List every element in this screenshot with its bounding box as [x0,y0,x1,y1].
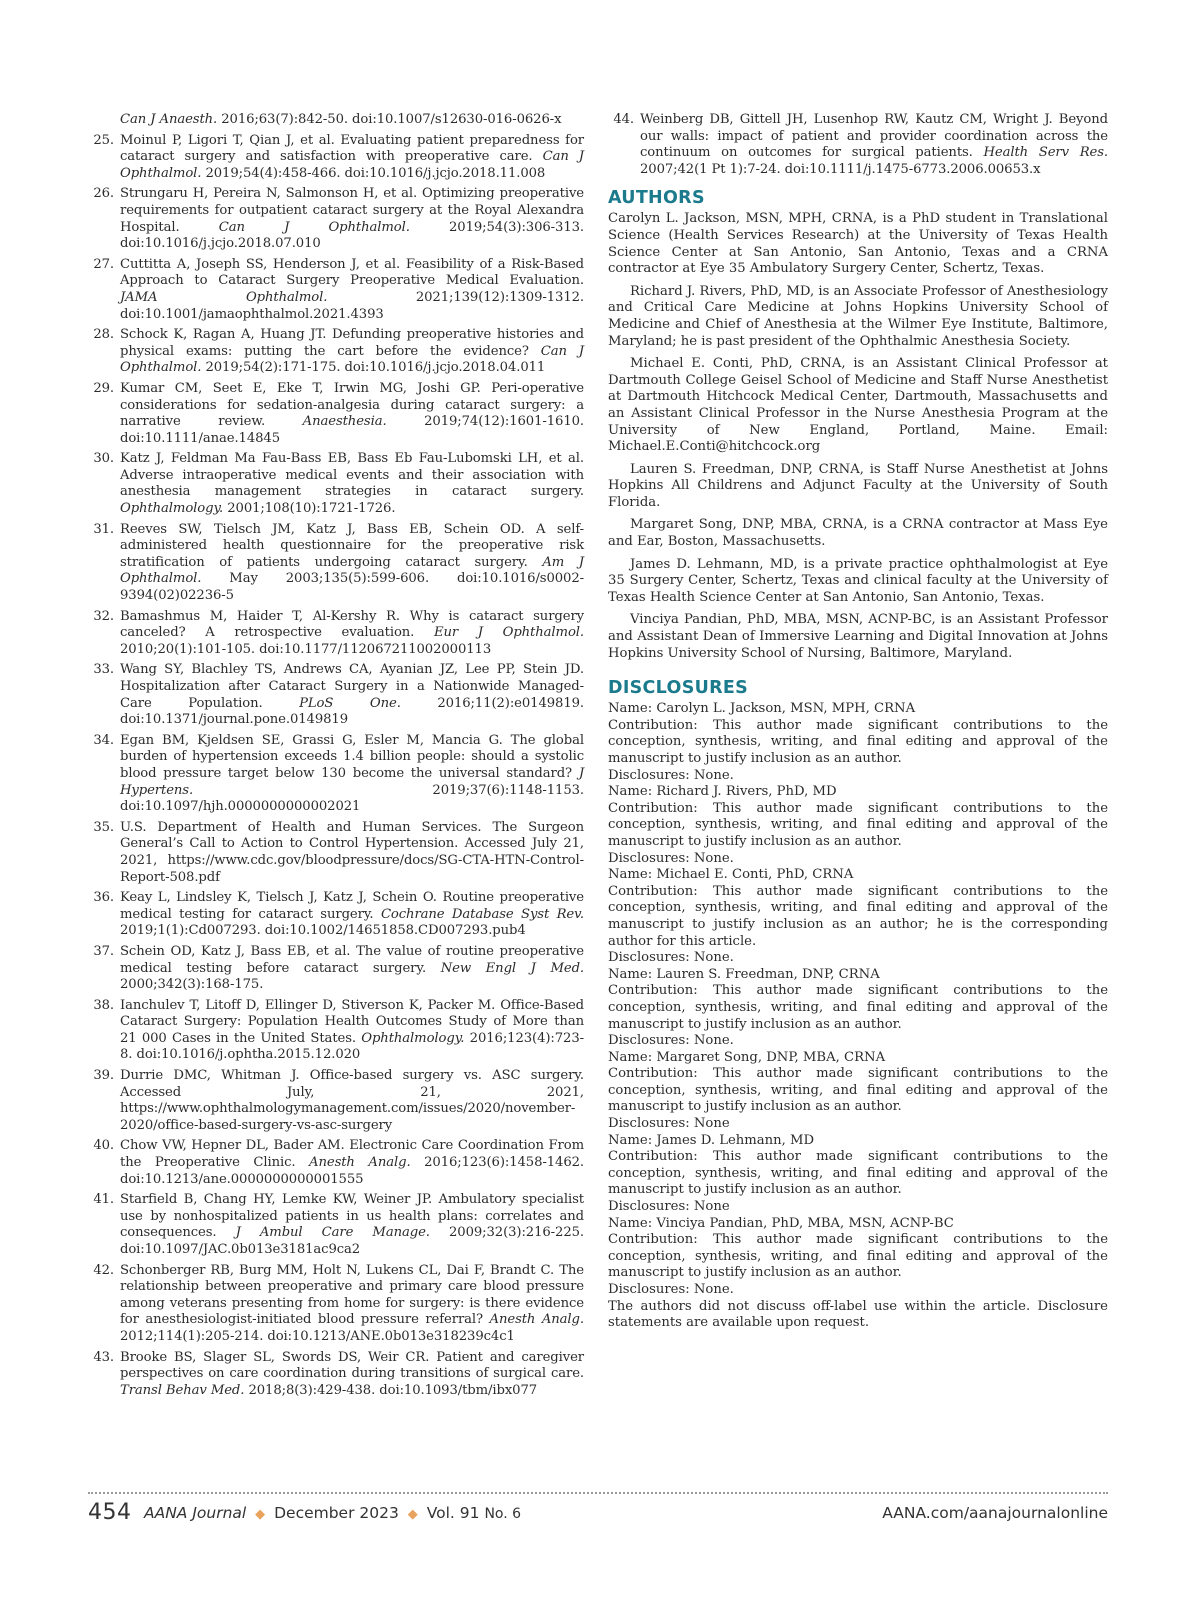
right-column [608,112,1108,1332]
journal-title: Ophthalmology. [361,1030,465,1046]
disclosures-heading: DISCLOSURES [608,678,749,699]
issue-number: No. 6 [484,1506,522,1522]
reference-segment: Kumar CM, Seet E, Eke T, Irwin MG, Joshi GP. Peri-operative considerations for sedation-analgesia during cataract surgery: a narrative review. [120,380,584,430]
authors-section [608,211,1108,662]
reference-segment: Schonberger RB, Burg MM, Holt N, Lukens CL, Dai F, Brandt C. The relationship between preoperative and primary care blood pressure among veterans presenting from home for surgery: is there evidence for anesthesiologist-initiated blood pressure referral? [120,1262,584,1328]
author-bio: Margaret Song, DNP, MBA, CRNA, is a CRNA contractor at Mass Eye and Ear, Boston, Massachusetts. [608,517,1108,550]
reference-segment: 2009;32(3):216-225. doi:10.1097/JAC.0b013e3181ac9ca2 [120,1225,584,1257]
reference-segment: Moinul P, Ligori T, Qian J, et al. Evaluating patient preparedness for cataract surgery and satisfaction with preoperative care. [120,132,584,165]
reference-item [88,662,584,728]
page-number: 454 [88,1500,132,1525]
disclosure-line: Disclosures: None. [608,1033,734,1049]
reference-number: 27. [93,256,114,272]
reference-segment: 2019;54(3):306-313. doi:10.1016/j.jcjo.2018.07.010 [120,219,584,252]
reference-text [120,381,584,447]
issue-date: December 2023 [274,1504,399,1522]
footer-dotted-rule [88,1492,1108,1494]
disclosure-line: Name: Michael E. Conti, PhD, CRNA [608,867,854,883]
journal-title: Cochrane Database Syst Rev. [380,906,584,922]
disclosure-line: Contribution: This author made significant contributions to the conception, synthesis, writing, and final editing and approval of the manuscript to justify inclusion as an author. [608,1232,1108,1281]
author-bio: Richard J. Rivers, PhD, MD, is an Associate Professor of Anesthesiology and Critical Care Medicine at Johns Hopkins University School of Medicine and Chief of Anesthesia at the Wilmer Eye Institute, Baltimore, Maryland; he is past president of the Ophthalmic Anesthesia Society. [608,283,1108,349]
reference-number: 41. [93,1192,114,1208]
reference-segment: Egan BM, Kjeldsen SE, Grassi G, Esler M, Mancia G. The global burden of hypertension exceeds 1.4 billion people: should a systolic blood pressure target below 130 become the universal standard? [120,732,584,781]
reference-item [88,890,584,940]
reference-text [120,662,584,728]
reference-number: 36. [93,890,114,906]
reference-segment: 2019;54(2):171-175. doi:10.1016/j.jcjo.2018.04.011 [201,360,546,376]
volume: Vol. 91 [426,1504,480,1522]
reference-item [88,998,584,1064]
references-right-column [608,112,1108,178]
reference-text [120,998,584,1064]
reference-item [88,327,584,377]
reference-text [120,112,584,129]
disclosure-line: Contribution: This author made significant contributions to the conception, synthesis, writing, and final editing and approval of the manuscript to justify inclusion as an author. [608,983,1108,1032]
journal-name: AANA Journal [144,1504,247,1522]
reference-segment: May 2003;135(5):599-606. doi:10.1016/s0002-9394(02)02236-5 [120,571,584,604]
reference-text [120,522,584,605]
journal-title: Health Serv Res. [983,145,1109,161]
disclosure-line: Disclosures: None. [608,950,734,966]
reference-item [88,1068,584,1134]
reference-item [88,1138,584,1188]
reference-text [120,257,584,323]
disclosure-line: Contribution: This author made significant contributions to the conception, synthesis, writing, and final editing and approval of the manuscript to justify inclusion as an author. [608,1149,1108,1198]
reference-segment: 2010;20(1):101-105. doi:10.1177/112067211002000113 [120,641,492,657]
disclosure-line: Disclosures: None. [608,1282,734,1297]
reference-number [88,112,120,129]
journal-title: Eur J Ophthalmol. [433,625,584,641]
disclosure-line: Contribution: This author made significant contributions to the conception, synthesis, writing, and final editing and approval of the manuscript to justify inclusion as an author; he is the corresponding author for this article. [608,883,1108,949]
reference-segment: 2019;1(1):Cd007293. doi:10.1002/14651858.CD007293.pub4 [120,923,526,939]
reference-segment: U.S. Department of Health and Human Services. The Surgeon General’s Call to Action to Control Hypertension. Accessed July 21, 2021, https://www.cdc.gov/bloodpressure/docs/SG-CTA-HTN-Control-Report-508.pdf [120,819,584,885]
disclosure-line: Contribution: This author made significant contributions to the conception, synthesis, writing, and final editing and approval of the manuscript to justify inclusion as an author. [608,1066,1108,1115]
diamond-separator-icon: ◆ [255,1507,266,1522]
reference-item [88,733,584,816]
reference-segment: Schock K, Ragan A, Huang JT. Defunding preoperative histories and physical exams: putting the cart before the evidence? [120,327,584,359]
reference-segment: 2012;114(1):205-214. doi:10.1213/ANE.0b013e318239c4c1 [120,1328,515,1344]
reference-item [88,381,584,447]
author-bio: James D. Lehmann, MD, is a private practice ophthalmologist at Eye 35 Surgery Center, Schertz, Texas and clinical faculty at the University of Texas Health Science Center at San Antonio, San Antonio, Texas. [608,556,1108,605]
reference-segment: 2018;8(3):429-438. doi:10.1093/tbm/ibx077 [244,1382,538,1398]
reference-text [120,890,584,940]
journal-title: J Ambul Care Manage. [235,1225,430,1241]
disclosure-line: Name: Lauren S. Freedman, DNP, CRNA [608,966,880,982]
reference-segment: Weinberg DB, Gittell JH, Lusenhop RW, Kautz CM, Wright J. Beyond our walls: impact of patient and provider coordination across the continuum on outcomes for surgical patients. [640,112,1108,161]
author-bio: Lauren S. Freedman, DNP, CRNA, is Staff Nurse Anesthetist at Johns Hopkins All Childrens and Adjunct Faculty at the University of South Florida. [608,461,1108,510]
reference-item [88,1350,584,1400]
reference-segment: 2019;37(6):1148-1153. doi:10.1097/hjh.0000000000002021 [120,782,584,815]
reference-segment: 2019;74(12):1601-1610. doi:10.1111/anae.14845 [120,414,584,446]
reference-text [120,133,584,183]
reference-number: 33. [93,662,114,678]
journal-title: Ophthalmology. [120,501,224,517]
reference-item [88,820,584,886]
reference-item [88,1263,584,1346]
reference-number: 26. [93,186,114,202]
reference-item [88,451,584,517]
reference-segment: Durrie DMC, Whitman J. Office-based surgery vs. ASC surgery. Accessed July, 21, 2021, https://www.ophthalmologymanagement.com/issues/2020/november-2020/office-based-surgery-vs-asc-surgery [120,1068,584,1133]
reference-item [88,609,584,659]
disclosure-line: Disclosures: None [608,1116,730,1132]
reference-item [88,944,584,994]
reference-text [120,327,584,377]
journal-title: JAMA Ophthalmol. [120,289,328,305]
reference-segment: 2016;123(4):723-8. doi:10.1016/j.ophtha.2015.12.020 [120,1030,584,1063]
reference-item [88,112,584,129]
journal-title: Anesth Analg. [309,1155,411,1171]
journal-title: Can J Ophthalmol. [120,343,584,376]
journal-title: New Engl J Med. [440,960,584,976]
reference-number: 28. [93,327,114,343]
reference-text [120,820,584,886]
journal-title: PLoS One. [299,695,401,711]
reference-segment: Katz J, Feldman Ma Fau-Bass EB, Bass Eb Fau-Lubomski LH, et al. Adverse intraoperative medical events and their association with anesthesia management strategies in cataract surgery. [120,451,584,500]
reference-item [88,186,584,252]
author-bio: Vinciya Pandian, PhD, MBA, MSN, ACNP-BC, is an Assistant Professor and Assistant Dean of Immersive Learning and Digital Innovation at Johns Hopkins University School of Nursing, Baltimore, Maryland. [608,612,1108,661]
reference-number: 25. [93,132,114,148]
reference-item [88,257,584,323]
reference-segment: 2001;108(10):1721-1726. [223,501,396,517]
reference-segment: 2019;54(4):458-466. doi:10.1016/j.jcjo.2018.11.008 [201,165,546,181]
reference-segment: Chow VW, Hepner DL, Bader AM. Electronic Care Coordination From the Preoperative Clinic. [120,1138,584,1171]
reference-text [120,944,584,994]
reference-text [120,186,584,252]
reference-number: 35. [93,819,114,835]
reference-text [640,112,1108,178]
reference-number: 31. [93,521,114,537]
disclosure-line: Disclosures: None [608,1199,730,1215]
reference-number: 32. [93,608,114,624]
reference-segment: 2016;123(6):1458-1462. doi:10.1213/ane.0000000000001555 [120,1155,584,1187]
reference-number: 38. [93,997,114,1013]
reference-number: 40. [93,1138,114,1154]
references-left-column [88,112,584,1403]
reference-segment: Bamashmus M, Haider T, Al-Kershy R. Why is cataract surgery canceled? A retrospective evaluation. [120,608,584,641]
reference-segment: 2016;63(7):842-50. doi:10.1007/s12630-016-0626-x [217,112,562,127]
reference-segment: Ianchulev T, Litoff D, Ellinger D, Stiverson K, Packer M. Office-Based Cataract Surgery: Population Health Outcomes Study of More than 21 000 Cases in the United States. [120,997,584,1046]
reference-text [120,733,584,816]
author-bio: Michael E. Conti, PhD, CRNA, is an Assistant Clinical Professor at Dartmouth College Geisel School of Medicine and Staff Nurse Anesthetist at Dartmouth Hitchcock Medical Center, Dartmouth, Massachusetts and an Assistant Clinical Professor in the Nurse Anesthesia Program at the University of New England, Portland, Maine. Email: Michael.E.Conti@hitchcock.org [608,356,1108,455]
reference-segment: 2016;11(2):e0149819. doi:10.1371/journal.pone.0149819 [120,695,584,728]
disclosure-line: Name: James D. Lehmann, MD [608,1132,815,1148]
journal-title: Anaesthesia. [302,414,387,430]
reference-segment: Schein OD, Katz J, Bass EB, et al. The value of routine preoperative medical testing before cataract surgery. [120,943,584,976]
reference-text [120,1263,584,1346]
disclosure-line: Contribution: This author made significant contributions to the conception, synthesis, writing, and final editing and approval of the manuscript to justify inclusion as an author. [608,717,1108,766]
reference-segment: 2007;42(1 Pt 1):7-24. doi:10.1111/j.1475-6773.2006.00653.x [640,161,1041,177]
reference-item [88,522,584,605]
reference-number: 44. [613,112,634,127]
reference-segment: Cuttitta A, Joseph SS, Henderson J, et al. Feasibility of a Risk-Based Approach to Cataract Surgery Preoperative Medical Evaluation. [120,256,584,289]
reference-segment: Wang SY, Blachley TS, Andrews CA, Ayanian JZ, Lee PP, Stein JD. Hospitalization after Cataract Surgery in a Nationwide Managed-Care Population. [120,662,584,711]
diamond-separator-icon: ◆ [407,1507,418,1522]
journal-title: Can J Ophthalmol. [120,149,584,181]
reference-number: 30. [93,451,114,467]
journal-title: Can J Ophthalmol. [218,219,410,235]
reference-number: 29. [93,380,114,396]
reference-segment: Reeves SW, Tielsch JM, Katz J, Bass EB, Schein OD. A self-administered health questionnaire for the preoperative risk stratification of patients undergoing cataract surgery. [120,521,584,570]
disclosure-line: Name: Richard J. Rivers, PhD, MD [608,784,837,800]
reference-text [120,1138,584,1188]
author-bio: Carolyn L. Jackson, MSN, MPH, CRNA, is a PhD student in Translational Science (Health Services Research) at the University of Texas Health Science Center at San Antonio, San Antonio, Texas and a CRNA contractor at Eye 35 Ambulatory Surgery Center, Schertz, Texas. [608,211,1108,277]
disclosure-line: Name: Margaret Song, DNP, MBA, CRNA [608,1049,886,1065]
disclosure-line: Disclosures: None. [608,767,734,783]
disclosure-line: Contribution: This author made significant contributions to the conception, synthesis, writing, and final editing and approval of the manuscript to justify inclusion as an author. [608,800,1108,849]
disclosure-line: Disclosures: None. [608,850,734,866]
reference-segment: 2000;342(3):168-175. [120,977,264,993]
page-footer [88,1500,1108,1532]
disclosure-line: The authors did not discuss off-label use within the article. Disclosure statements are available upon request. [608,1298,1108,1331]
reference-item [608,112,1108,178]
reference-text [120,1350,584,1400]
journal-url[interactable]: AANA.com/aanajournalonline [882,1504,1108,1522]
disclosures-section [608,701,1108,1332]
reference-segment: Brooke BS, Slager SL, Swords DS, Weir CR. Patient and caregiver perspectives on care coordination during transitions of surgical care. [120,1349,584,1382]
authors-heading: AUTHORS [608,188,705,209]
journal-title: Transl Behav Med. [120,1382,245,1398]
reference-number: 34. [93,732,114,748]
reference-text [120,1192,584,1258]
reference-segment: Strungaru H, Pereira N, Salmonson H, et al. Optimizing preoperative requirements for outpatient cataract surgery at the Royal Alexandra Hospital. [120,186,584,235]
journal-title: Anesth Analg. [489,1312,584,1328]
journal-title: J Hypertens. [120,765,584,798]
journal-title: Can J Anaesth. [120,112,218,127]
reference-segment: 2021;139(12):1309-1312. doi:10.1001/jamaophthalmol.2021.4393 [120,289,584,322]
journal-title: Am J Ophthalmol. [120,554,584,587]
reference-text [120,451,584,517]
reference-number: 37. [93,943,114,959]
reference-text [120,609,584,659]
reference-segment: Keay L, Lindsley K, Tielsch J, Katz J, Schein O. Routine preoperative medical testing for cataract surgery. [120,890,584,922]
reference-item [88,133,584,183]
footer-citation [144,1504,521,1522]
reference-text [120,1068,584,1134]
reference-item [88,1192,584,1258]
reference-segment: Starfield B, Chang HY, Lemke KW, Weiner JP. Ambulatory specialist use by nonhospitalized patients in us health plans: correlates and consequences. [120,1192,584,1241]
disclosure-line: Name: Vinciya Pandian, PhD, MBA, MSN, ACNP-BC [608,1215,954,1231]
disclosure-line: Name: Carolyn L. Jackson, MSN, MPH, CRNA [608,701,916,717]
reference-number: 42. [93,1262,114,1278]
reference-number: 39. [93,1068,114,1084]
reference-number: 43. [93,1349,114,1365]
